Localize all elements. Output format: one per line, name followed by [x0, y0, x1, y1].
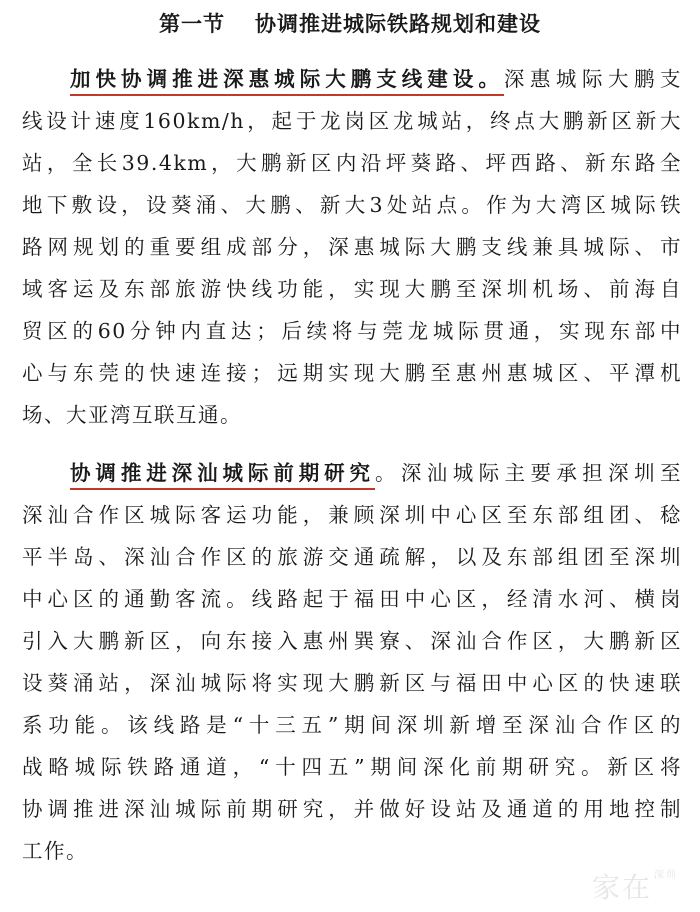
paragraph-dapeng-branch [22, 58, 682, 436]
watermark-logo [592, 866, 678, 906]
paragraph-lead: 协调推进深汕城际前期研究 [70, 461, 375, 490]
paragraph-line: 战略城际铁路通道，“十四五”期间深化前期研究。新区将 [22, 755, 682, 779]
section-title [0, 6, 700, 42]
watermark-text: 家在 [591, 871, 652, 904]
paragraph-line: 深汕合作区城际客运功能，兼顾深圳中心区至东部组团、稔 [22, 503, 682, 527]
paragraph-line: 工作。 [22, 839, 88, 863]
section-heading: 协调推进城际铁路规划和建设 [255, 12, 541, 36]
paragraph-first-line-text: 。深汕城际主要承担深圳至 [374, 461, 683, 485]
paragraph-line: 系功能。该线路是“十三五”期间深圳新增至深汕合作区的 [22, 713, 682, 737]
paragraph-line: 站，全长39.4km，大鹏新区内沿坪葵路、坪西路、新东路全 [22, 151, 682, 175]
paragraph-line: 路网规划的重要组成部分，深惠城际大鹏支线兼具城际、市 [22, 235, 682, 259]
section-number: 第一节 [159, 12, 225, 36]
paragraph-line: 中心区的通勤客流。线路起于福田中心区，经清水河、横岗 [22, 587, 682, 611]
paragraph-line: 心与东莞的快速连接；远期实现大鹏至惠州惠城区、平潭机 [22, 361, 682, 385]
paragraph-first-line-text: 深惠城际大鹏支 [503, 67, 683, 91]
paragraph-line: 贸区的60分钟内直达；后续将与莞龙城际贯通，实现东部中 [22, 319, 682, 343]
paragraph-line: 引入大鹏新区，向东接入惠州巽寮、深汕合作区，大鹏新区 [22, 629, 682, 653]
paragraph-line: 地下敷设，设葵涌、大鹏、新大3处站点。作为大湾区城际铁 [22, 193, 682, 217]
paragraph-line: 协调推进深汕城际前期研究，并做好设站及通道的用地控制 [22, 797, 682, 821]
paragraph-line: 设葵涌站，深汕城际将实现大鹏新区与福田中心区的快速联 [22, 671, 682, 695]
paragraph-line: 域客运及东部旅游快线功能，实现大鹏至深圳机场、前海自 [22, 277, 682, 301]
paragraph-first-line [22, 58, 682, 100]
paragraph-line: 线设计速度160km/h，起于龙岗区龙城站，终点大鹏新区新大 [22, 109, 682, 133]
paragraph-first-line [22, 452, 682, 494]
paragraph-lead: 加快协调推进深惠城际大鹏支线建设。 [70, 67, 504, 96]
paragraph-shenshan-intercity [22, 452, 682, 872]
paragraph-line: 场、大亚湾互联互通。 [22, 403, 242, 427]
paragraph-line: 平半岛、深汕合作区的旅游交通疏解，以及东部组团至深圳 [22, 545, 682, 569]
watermark-subtext: 深圳 [654, 870, 678, 881]
